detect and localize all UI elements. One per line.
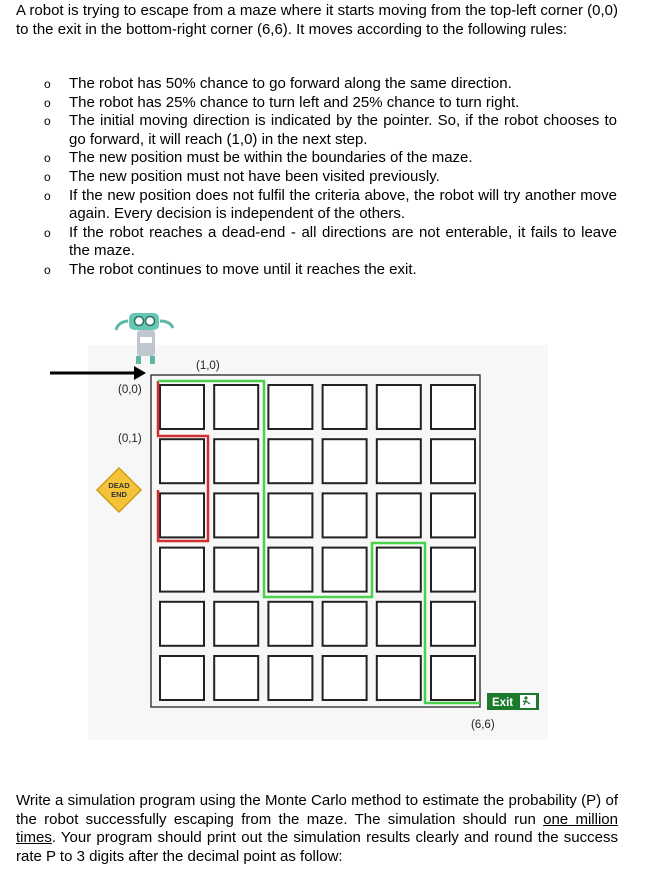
rules-list <box>0 75 640 280</box>
maze-cell <box>214 548 258 592</box>
maze-cell <box>431 548 475 592</box>
rule-item <box>0 187 617 224</box>
maze-cell <box>268 548 312 592</box>
maze-cell <box>268 602 312 646</box>
dead-end-line-1: DEAD <box>108 481 130 490</box>
maze-cell <box>323 493 367 537</box>
rule-text: The robot has 25% chance to turn left and 25% chance to turn right. <box>69 93 520 111</box>
bullet-icon: o <box>44 169 51 184</box>
bullet-icon: o <box>44 225 51 240</box>
label-one-zero: (1,0) <box>196 360 220 372</box>
rule-text: If the robot reaches a dead-end - all directions are not enterable, it fails to leave the maze. <box>69 223 617 260</box>
dead-end-line-2: END <box>111 490 127 499</box>
label-zero-one: (0,1) <box>118 433 142 445</box>
intro-paragraph: A robot is trying to escape from a maze where it starts moving from the top-left corner (0,0) to the exit in the bottom-right corner (6,6). It moves according to the following rules: <box>16 2 618 38</box>
maze-cell <box>323 385 367 429</box>
rule-text: The new position must not have been visited previously. <box>69 167 440 185</box>
rule-item <box>0 75 617 94</box>
maze-cell <box>377 548 421 592</box>
maze-cell <box>431 385 475 429</box>
maze-cell <box>214 602 258 646</box>
maze-cell <box>268 385 312 429</box>
maze-cell <box>160 493 204 537</box>
maze-cell <box>214 385 258 429</box>
maze-cell <box>160 602 204 646</box>
rule-text: The new position must be within the boundaries of the maze. <box>69 149 473 167</box>
rule-item <box>0 224 617 261</box>
bullet-icon: o <box>44 114 51 129</box>
maze-cell <box>323 548 367 592</box>
maze-cell <box>377 493 421 537</box>
outro-text-start: Write a simulation program using the Monte Carlo method to estimate the probability (P) of the robot successfully escaping from the maze. The simulation should run <box>16 792 618 828</box>
maze-cell <box>214 493 258 537</box>
outro-paragraph <box>16 792 618 866</box>
rule-text: The initial moving direction is indicated by the pointer. So, if the robot chooses to go forward, it will reach (1,0) in the next step. <box>69 112 617 148</box>
bullet-icon: o <box>44 151 51 166</box>
maze-cell <box>268 493 312 537</box>
maze-cell <box>431 439 475 483</box>
rule-text: If the new position does not fulfil the criteria above, the robot will try another move again. Every decision is independent of the others. <box>69 186 617 223</box>
maze-cell <box>431 493 475 537</box>
maze-diagram <box>0 300 652 760</box>
outro-underlined-text: one million times <box>16 810 618 847</box>
maze-cell <box>160 656 204 700</box>
bullet-icon: o <box>44 188 51 203</box>
maze-cell <box>323 602 367 646</box>
maze-cell <box>214 439 258 483</box>
maze-cell <box>431 656 475 700</box>
label-start: (0,0) <box>118 384 142 396</box>
bullet-icon: o <box>44 95 51 110</box>
rule-item <box>0 149 617 168</box>
rule-item <box>0 261 617 280</box>
exit-door-icon <box>520 695 536 708</box>
maze-cell <box>160 548 204 592</box>
maze-cell <box>377 656 421 700</box>
maze-cell <box>268 439 312 483</box>
maze-cell <box>268 656 312 700</box>
exit-label: Exit <box>492 697 514 709</box>
bullet-icon: o <box>44 77 51 91</box>
label-end: (6,6) <box>471 719 495 731</box>
maze-cell <box>323 439 367 483</box>
maze-cell <box>323 656 367 700</box>
maze-cell <box>377 439 421 483</box>
rule-item <box>0 168 617 187</box>
maze-cell <box>160 439 204 483</box>
maze-cell <box>214 656 258 700</box>
rule-item <box>0 94 617 113</box>
rule-text: The robot has 50% chance to go forward along the same direction. <box>69 75 512 92</box>
maze-cell <box>377 385 421 429</box>
outro-text-end: . Your program should print out the simulation results clearly and round the success rate P to 3 digits after the decimal point as follow: <box>16 829 618 865</box>
maze-cell <box>431 602 475 646</box>
maze-cell <box>160 385 204 429</box>
rule-text: The robot continues to move until it reaches the exit. <box>69 260 417 278</box>
bullet-icon: o <box>44 262 51 277</box>
exit-sign <box>487 693 539 710</box>
maze-figure <box>0 300 652 760</box>
maze-cell <box>377 602 421 646</box>
rule-item <box>0 112 617 149</box>
